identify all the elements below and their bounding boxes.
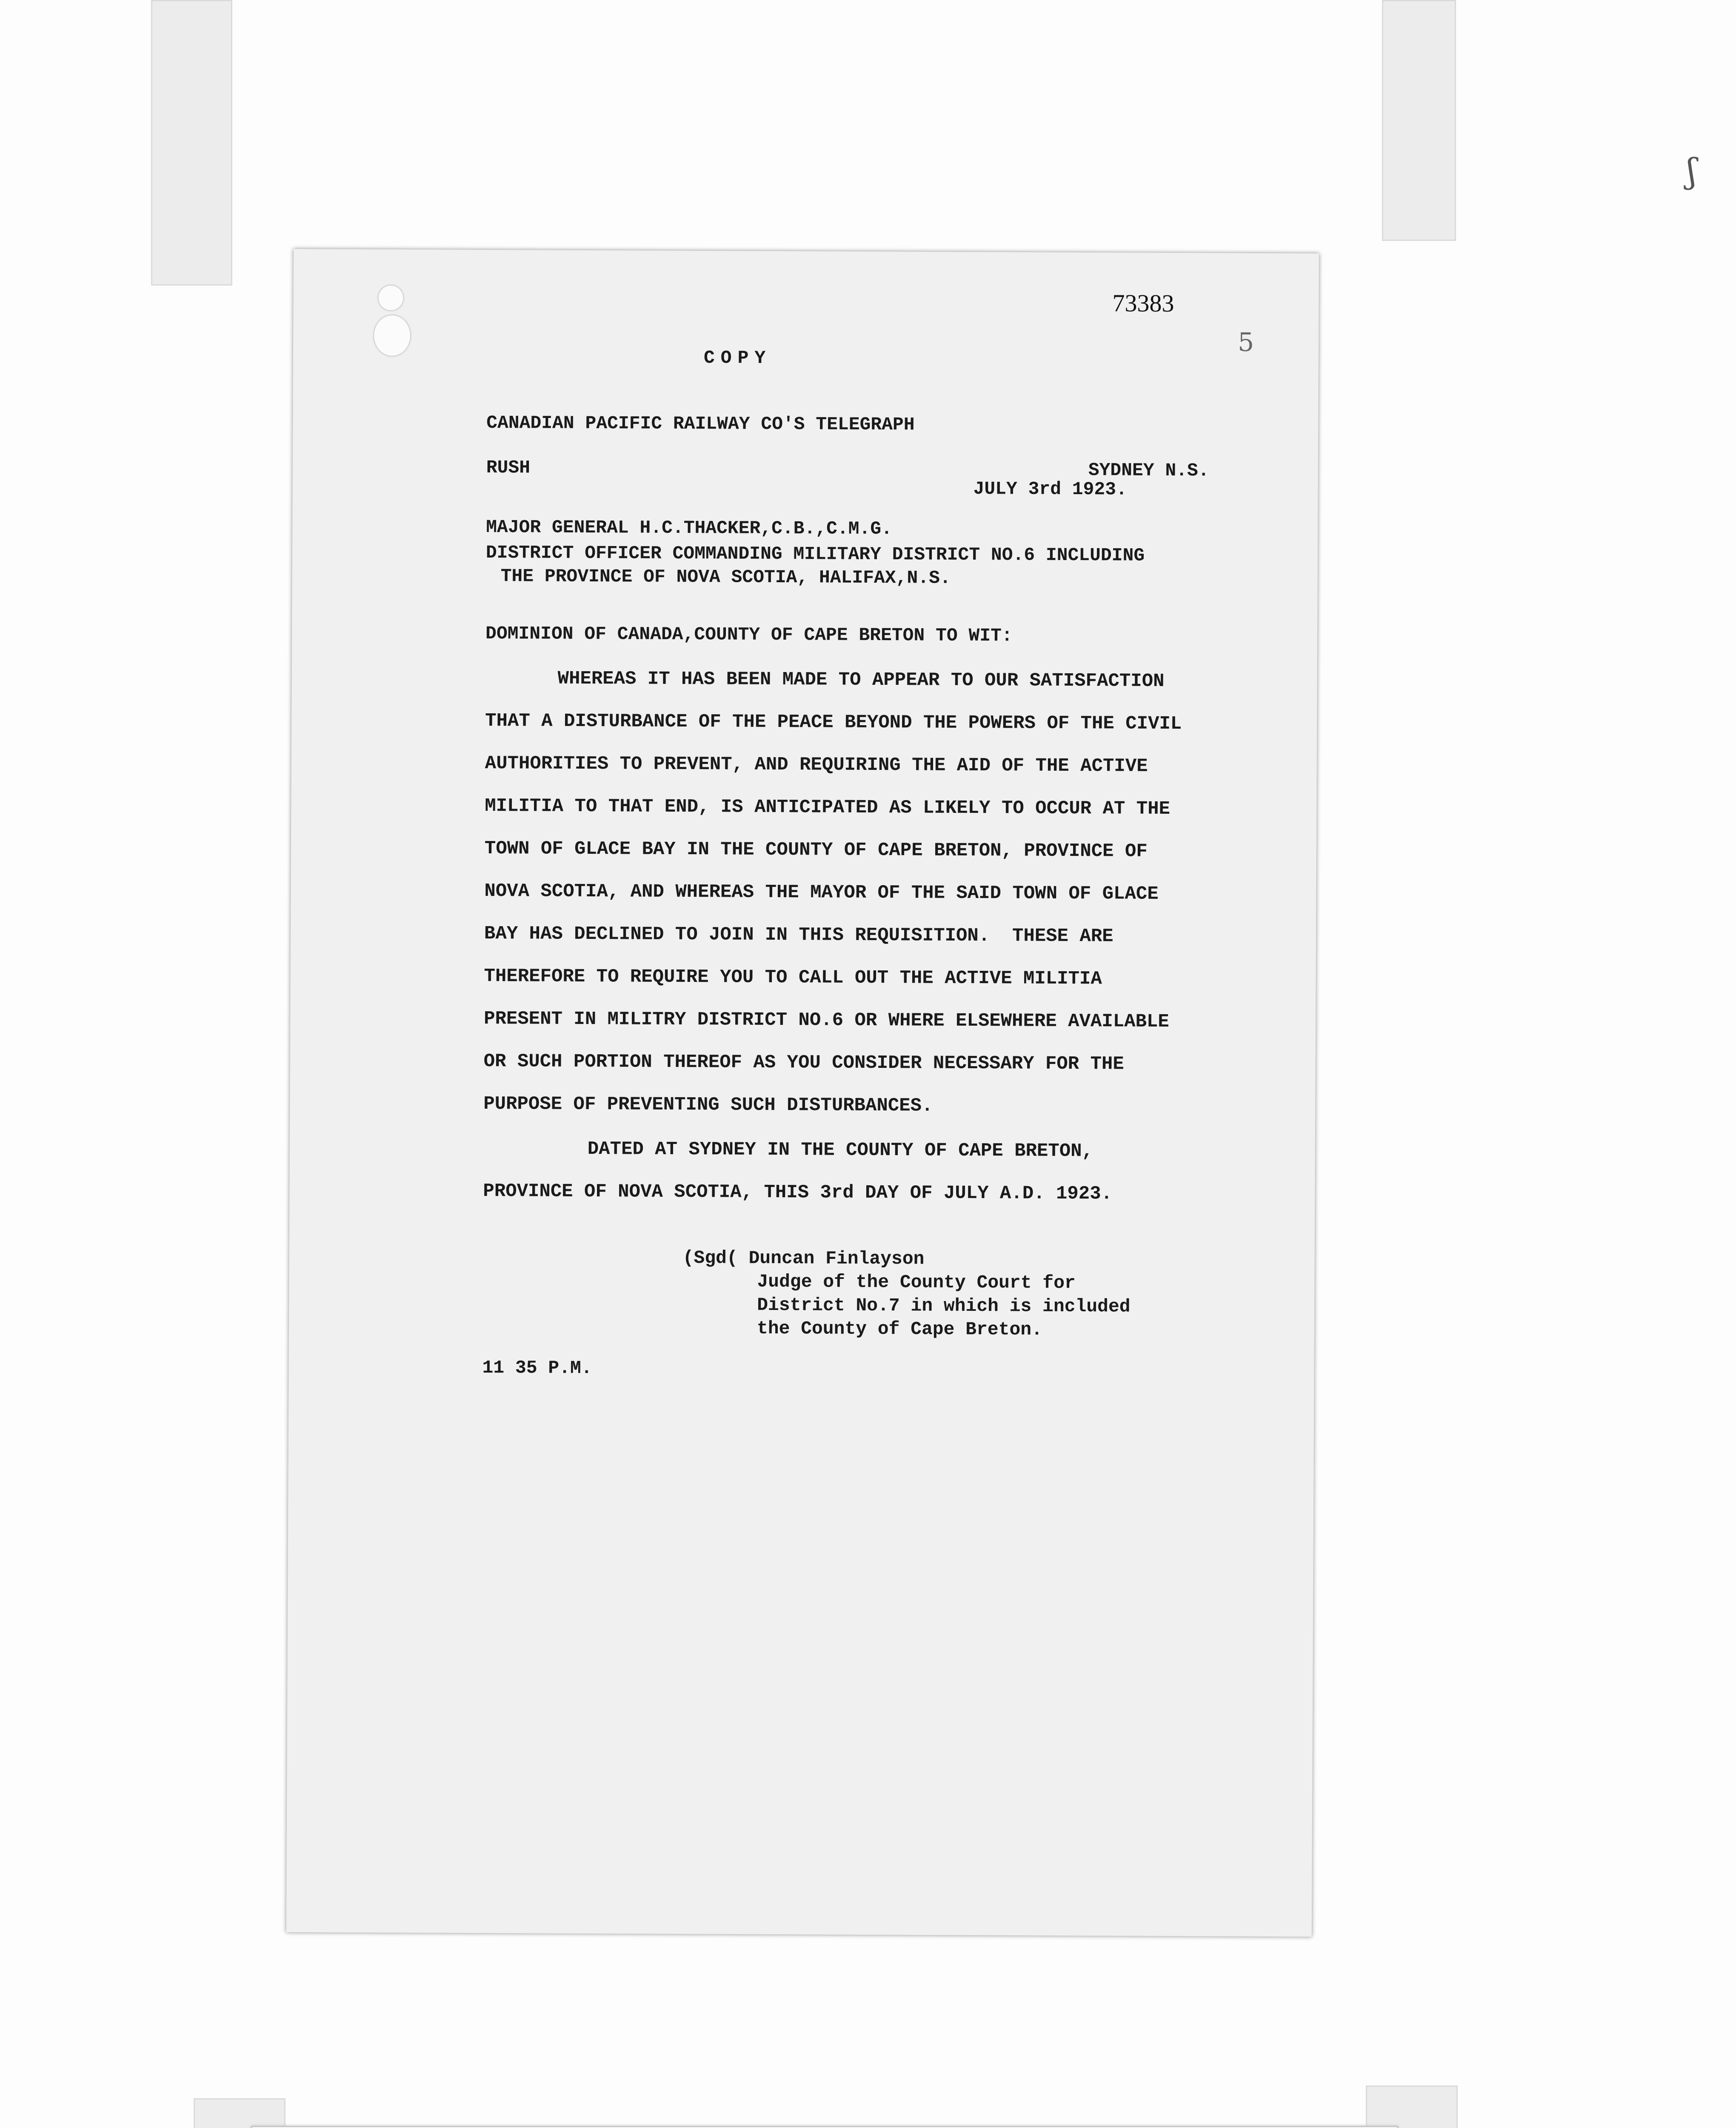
body-line: PURPOSE OF PREVENTING SUCH DISTURBANCES. bbox=[483, 1093, 933, 1117]
signer-title-line: District No.7 in which is included bbox=[757, 1294, 1131, 1317]
body-line: WHEREAS IT HAS BEEN MADE TO APPEAR TO OUR SATISFACTION bbox=[557, 668, 1165, 692]
punch-hole bbox=[378, 286, 403, 310]
signed-label: (Sgd( bbox=[682, 1247, 738, 1269]
mounting-tape-bottom-right bbox=[1366, 2085, 1458, 2128]
priority-label: RUSH bbox=[486, 457, 531, 478]
punch-hole bbox=[374, 315, 410, 356]
mounting-tape-top-right bbox=[1382, 0, 1456, 241]
body-line: TOWN OF GLACE BAY IN THE COUNTY OF CAPE BRETON, PROVINCE OF bbox=[484, 838, 1148, 862]
dated-line: PROVINCE OF NOVA SCOTIA, THIS 3rd DAY OF JULY A.D. 1923. bbox=[483, 1180, 1113, 1205]
signature-block bbox=[683, 1249, 925, 1268]
pencil-mark: 5 bbox=[1237, 327, 1254, 358]
body-line: AUTHORITIES TO PREVENT, AND REQUIRING THE AID OF THE ACTIVE bbox=[485, 752, 1148, 777]
signer-title-line: the County of Cape Breton. bbox=[757, 1318, 1042, 1340]
archive-number: 73383 bbox=[1112, 289, 1174, 317]
body-line: OR SUCH PORTION THEREOF AS YOU CONSIDER NECESSARY FOR THE bbox=[483, 1050, 1124, 1075]
origin-location: SYDNEY N.S. bbox=[1088, 460, 1209, 481]
signer-title-line: Judge of the County Court for bbox=[757, 1271, 1076, 1294]
addressee-line: MAJOR GENERAL H.C.THACKER,C.B.,C.M.G. bbox=[486, 516, 893, 540]
copy-label: COPY bbox=[703, 347, 772, 369]
addressee-line: DISTRICT OFFICER COMMANDING MILITARY DISTRICT NO.6 INCLUDING bbox=[485, 542, 1145, 566]
mounting-tape-bottom-left bbox=[194, 2098, 286, 2128]
archive-label-card bbox=[251, 2126, 1398, 2128]
edge-mark: ʃ bbox=[1687, 151, 1696, 191]
telegram-date: JULY 3rd 1923. bbox=[973, 478, 1127, 500]
signer-name: Duncan Finlayson bbox=[748, 1247, 925, 1270]
dated-line: DATED AT SYDNEY IN THE COUNTY OF CAPE BRETON, bbox=[587, 1138, 1094, 1162]
body-line: NOVA SCOTIA, AND WHEREAS THE MAYOR OF THE SAID TOWN OF GLACE bbox=[484, 880, 1159, 905]
body-line: PRESENT IN MILITRY DISTRICT NO.6 OR WHERE ELSEWHERE AVAILABLE bbox=[484, 1008, 1169, 1033]
telegraph-header: CANADIAN PACIFIC RAILWAY CO'S TELEGRAPH bbox=[486, 412, 915, 435]
body-line: THEREFORE TO REQUIRE YOU TO CALL OUT THE ACTIVE MILITIA bbox=[484, 965, 1102, 990]
time-stamp: 11 35 P.M. bbox=[482, 1357, 592, 1379]
body-line: BAY HAS DECLINED TO JOIN IN THIS REQUISITION. THESE ARE bbox=[484, 923, 1114, 947]
body-line: MILITIA TO THAT END, IS ANTICIPATED AS LIKELY TO OCCUR AT THE bbox=[485, 795, 1171, 820]
addressee-line: THE PROVINCE OF NOVA SCOTIA, HALIFAX,N.S. bbox=[500, 566, 951, 589]
body-line: THAT A DISTURBANCE OF THE PEACE BEYOND THE POWERS OF THE CIVIL bbox=[485, 710, 1182, 735]
mounting-tape-top-left bbox=[151, 0, 232, 286]
jurisdiction-line: DOMINION OF CANADA,COUNTY OF CAPE BRETON TO WIT: bbox=[485, 623, 1013, 646]
telegram-sheet bbox=[286, 249, 1319, 1936]
